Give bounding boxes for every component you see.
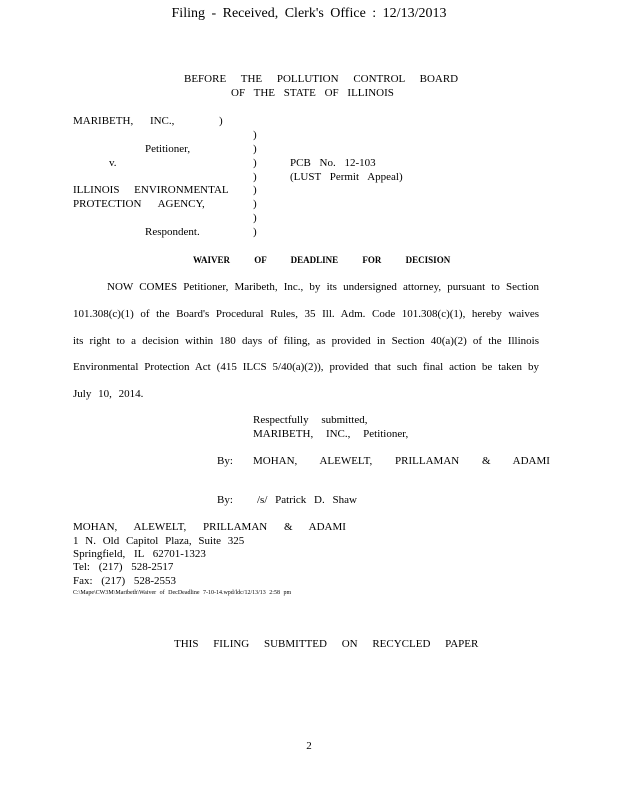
versus: v. <box>109 157 117 169</box>
body-line: July 10, 2014. <box>73 388 144 400</box>
board-title-line1: BEFORE THE POLLUTION CONTROL BOARD <box>184 73 459 85</box>
page-number: 2 <box>306 740 312 752</box>
respondent-line1: ILLINOIS ENVIRONMENTAL <box>73 184 229 196</box>
case-type: (LUST Permit Appeal) <box>290 171 403 183</box>
caption-paren: ) <box>253 184 257 196</box>
closing-line2: MARIBETH, INC., Petitioner, <box>253 428 409 440</box>
firm-signature: MOHAN, ALEWELT, PRILLAMAN & ADAMI <box>253 455 550 467</box>
respondent-line2: PROTECTION AGENCY, <box>73 198 205 210</box>
body-line: 101.308(c)(1) of the Board's Procedural Rules, 35 Ill. Adm. Code 101.308(c)(1), hereby waives <box>73 308 539 320</box>
by-label: By: <box>217 494 233 506</box>
caption-paren: ) <box>253 212 257 224</box>
caption-paren: ) <box>253 226 257 238</box>
body-line: its right to a decision within 180 days of filing, as provided in Section 40(a)(2) of the Illinois <box>73 335 539 347</box>
document-title: WAIVER OF DEADLINE FOR DECISION <box>193 255 451 265</box>
signer: /s/ Patrick D. Shaw <box>257 494 357 506</box>
firm-name: MOHAN, ALEWELT, PRILLAMAN & ADAMI <box>73 521 346 533</box>
board-title-line2: OF THE STATE OF ILLINOIS <box>231 87 394 99</box>
caption-paren: ) <box>253 143 257 155</box>
petitioner-label: Petitioner, <box>145 143 191 155</box>
case-number: PCB No. 12-103 <box>290 157 376 169</box>
firm-fax: Fax: (217) 528-2553 <box>73 575 177 587</box>
firm-address1: 1 N. Old Capitol Plaza, Suite 325 <box>73 535 245 547</box>
body-line: Environmental Protection Act (415 ILCS 5/40(a)(2)), provided that such final action be taken by <box>73 361 539 373</box>
recycled-paper-note: THIS FILING SUBMITTED ON RECYCLED PAPER <box>174 638 479 650</box>
petitioner-name: MARIBETH, INC., <box>73 115 175 127</box>
caption-paren: ) <box>253 129 257 141</box>
firm-tel: Tel: (217) 528-2517 <box>73 561 174 573</box>
by-label: By: <box>217 455 233 467</box>
closing-line1: Respectfully submitted, <box>253 414 368 426</box>
caption-paren: ) <box>219 115 223 127</box>
file-path: C:\Mape\CW3M\Maribeth\Waiver of DecDeadline 7-10-14.wpd/ldc/12/13/13 2:58 pm <box>73 590 292 596</box>
filing-stamp: Filing - Received, Clerk's Office : 12/13/2013 <box>171 6 447 21</box>
caption-paren: ) <box>253 198 257 210</box>
respondent-label: Respondent. <box>145 226 200 238</box>
firm-address2: Springfield, IL 62701-1323 <box>73 548 206 560</box>
caption-paren: ) <box>253 157 257 169</box>
body-line: NOW COMES Petitioner, Maribeth, Inc., by its undersigned attorney, pursuant to Section <box>107 281 539 293</box>
caption-paren: ) <box>253 171 257 183</box>
